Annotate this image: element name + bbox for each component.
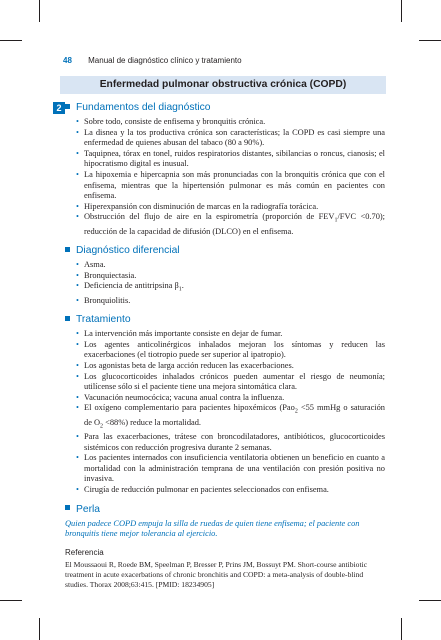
list-item: • Deficiencia de antitripsina $\beta_1$.: [76, 281, 385, 295]
list-item: • Los glucocorticoides inhalados crónicos pueden aumentar el riesgo de neumonía; utilícense sólo si el paciente tiene una mejora sintomática clara.: [76, 372, 385, 393]
crop-mark: [39, 0, 40, 22]
crop-mark: [0, 40, 22, 41]
list-item: • Para las exacerbaciones, trátese con broncodilatadores, antibióticos, glucocorticoides sistémicos con reducción progresiva durante 2 semanas.: [76, 432, 385, 453]
crop-mark: [401, 618, 402, 640]
list-item: • Los agentes anticolinérgicos inhalados mejoran los síntomas y reducen las exacerbaciones (el tiotropio puede ser superior al ipatropio).: [76, 340, 385, 361]
list-item: • La disnea y la tos productiva crónica son características; la COPD es casi siempre una enfermedad de quienes abusan del tabaco (80 a 90%).: [76, 128, 385, 149]
list-item: • El oxígeno complementario para pacientes hipoxémicos (Pao$_2$ <55 mmHg o saturación de $O_2 <88\%$) reduce la mortalidad.: [76, 403, 385, 432]
section-heading-fundamentos: Fundamentos del diagnóstico: [65, 100, 385, 115]
page-title: Enfermedad pulmonar obstructiva crónica (COPD): [60, 76, 386, 94]
page-number: 48: [63, 56, 72, 65]
main-content: [65, 100, 385, 590]
list-item: • Los pacientes internados con insuficiencia ventilatoria obtienen un beneficio en cuanto a mortalidad con la administración temprana de una ventilación con presión positiva no invasiva.: [76, 453, 385, 485]
list-diagnostico: [65, 260, 385, 306]
list-item: • Bronquiectasia.: [76, 271, 385, 282]
list-item: • Obstrucción del flujo de aire en la espirometría (proporción de $FEV_1$/FVC <0.70); reducción de la capacidad de difusión (DLCO) en el enfisema.: [76, 212, 385, 237]
pearl-text: Quien padece COPD empuja la silla de ruedas de quien tiene enfisema; el paciente con bronquitis tiene mejor tolerancia al ejercicio.: [65, 518, 360, 539]
list-item: • Asma.: [76, 260, 385, 271]
list-item: • Vacunación neumocócica; vacuna anual contra la influenza.: [76, 393, 385, 404]
reference-text: El Moussaoui R, Roede BM, Speelman P, Bresser P, Prins JM, Bossuyt PM. Short-course antibiotic treatment in acute exacerbations of chronic bronchitis and COPD: a meta-analysis of double-blind studies. Thorax 2008;63:415. [PMID: 18234905]: [65, 559, 368, 589]
list-item: • Taquipnea, tórax en tonel, ruidos respiratorios distantes, sibilancias o roncus, cianosis; el hipocratismo digital es inusual.: [76, 149, 385, 170]
list-item: • Hiperexpansión con disminución de marcas en la radiografía torácica.: [76, 202, 385, 213]
list-item: • La hipoxemia e hipercapnia son más pronunciadas con la bronquitis crónica que con el enfisema, mientras que la hipertensión pulmonar es más común en pacientes con enfisema.: [76, 170, 385, 202]
crop-mark: [401, 0, 402, 22]
square-bullet-icon: [65, 505, 70, 510]
list-item: • Cirugía de reducción pulmonar en pacientes seleccionados con enfisema.: [76, 485, 385, 496]
square-bullet-icon: [65, 247, 70, 252]
section-heading-perla: Perla: [65, 502, 385, 517]
section-heading-diagnostico: Diagnóstico diferencial: [65, 243, 385, 258]
list-item: • La intervención más importante consiste en dejar de fumar.: [76, 329, 385, 340]
crop-mark: [419, 600, 441, 601]
running-title: Manual de diagnóstico clínico y tratamiento: [88, 56, 242, 65]
list-item: • Bronquiolitis.: [76, 296, 385, 307]
square-bullet-icon: [65, 316, 70, 321]
crop-mark: [419, 40, 441, 41]
list-item: • Los agonistas beta de larga acción reducen las exacerbaciones.: [76, 361, 385, 372]
list-tratamiento: [65, 329, 385, 495]
list-fundamentos: [65, 117, 385, 237]
chapter-tab: 2: [53, 102, 65, 114]
running-header: [63, 56, 242, 65]
section-heading-tratamiento: Tratamiento: [65, 312, 385, 327]
square-bullet-icon: [65, 104, 70, 109]
reference-heading: Referencia: [65, 547, 104, 557]
crop-mark: [0, 600, 22, 601]
crop-mark: [39, 618, 40, 640]
list-item: • Sobre todo, consiste de enfisema y bronquitis crónica.: [76, 117, 385, 128]
